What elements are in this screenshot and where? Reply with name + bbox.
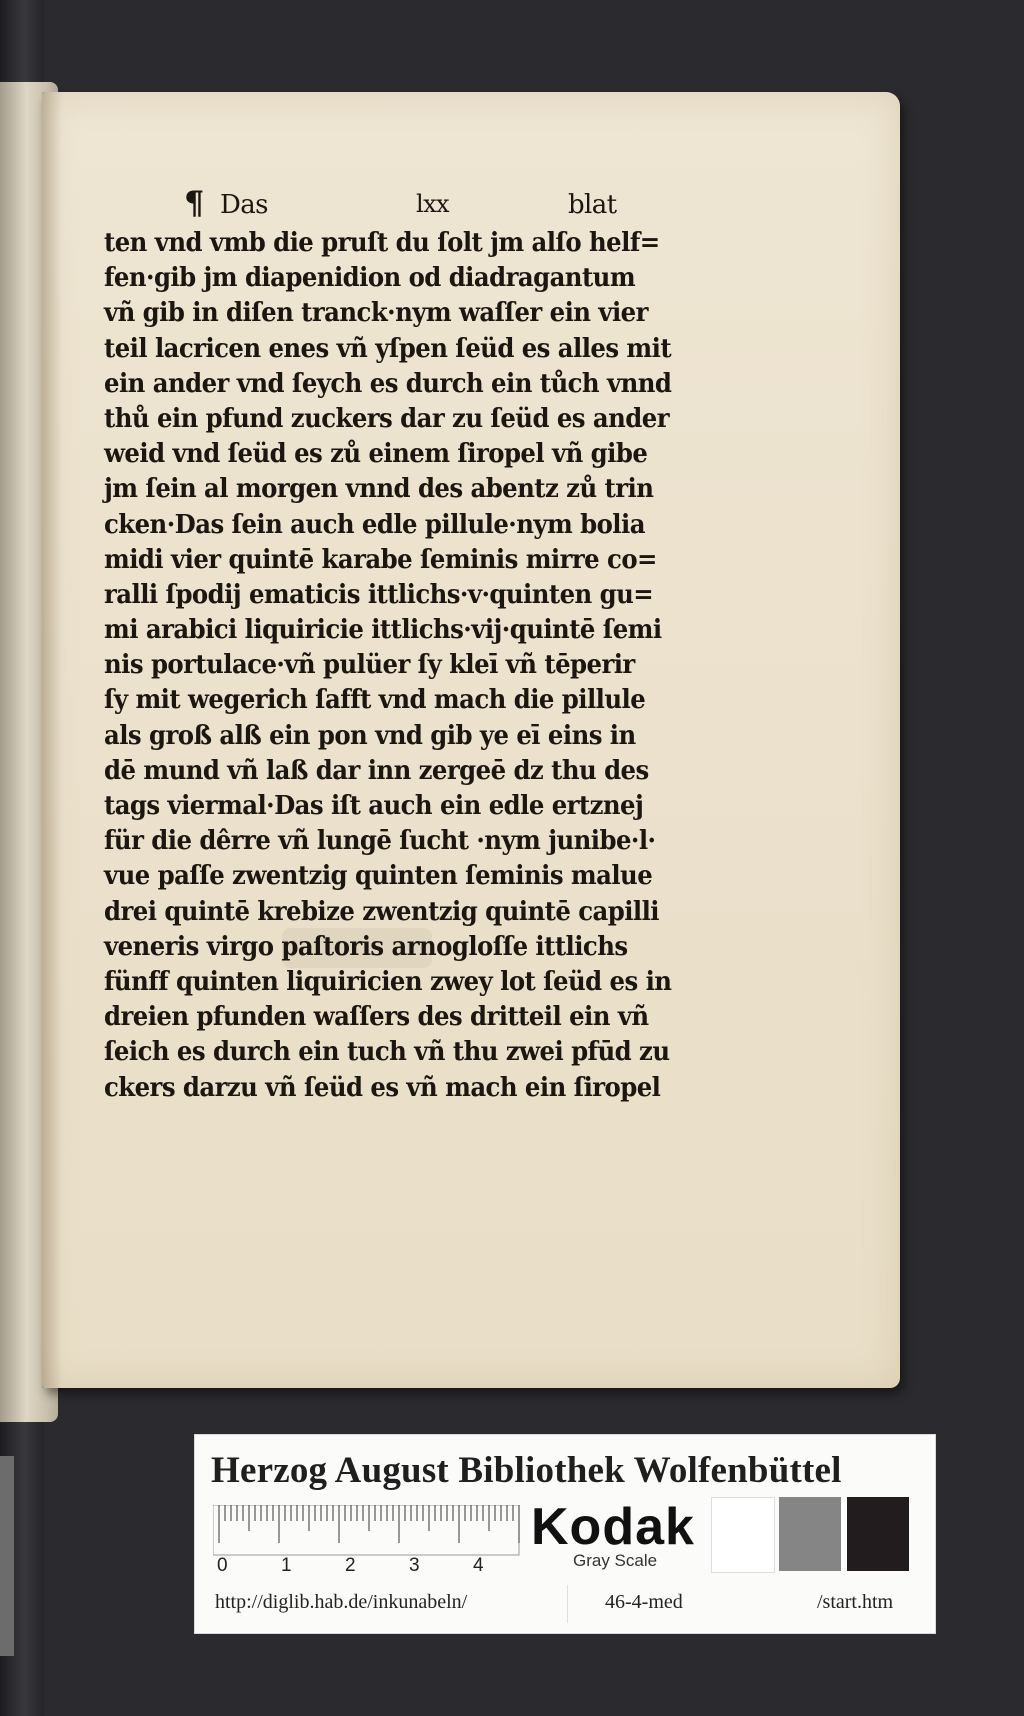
text-lines bbox=[104, 226, 744, 1106]
ruler-number: 2 bbox=[345, 1555, 356, 1576]
text-line: dē mund vñ laß dar inn zergeē dz thu des bbox=[104, 755, 649, 786]
black-swatch bbox=[847, 1497, 909, 1571]
text-line: teil lacricen enes vñ yſpen ſeüd es alles mit bbox=[104, 333, 672, 364]
kodak-logo: Kodak bbox=[531, 1498, 695, 1556]
header-blat: blat bbox=[568, 190, 617, 220]
text-line: thů ein pfund zuckers dar zu ſeüd es ander bbox=[104, 403, 669, 434]
text-line: für die dêrre vñ lungē ſucht ·nym junibe·l· bbox=[104, 826, 656, 857]
header-word: Das bbox=[220, 190, 268, 220]
text-line: ckers darzu vñ ſeüd es vñ mach ein ſiropel bbox=[104, 1072, 661, 1103]
ruler-ticks bbox=[219, 1505, 519, 1543]
url-prefix: http://diglib.hab.de/inkunabeln/ bbox=[215, 1591, 468, 1613]
color-target-card bbox=[194, 1434, 936, 1634]
url-suffix: /start.htm bbox=[817, 1591, 894, 1613]
ruler-number: 1 bbox=[281, 1555, 292, 1576]
scan-edge-strip bbox=[0, 1456, 14, 1656]
text-line: als groß alß ein pon vnd gib ye eī eins in bbox=[104, 720, 636, 751]
text-line: ten vnd vmb die pruſt du ſolt jm alſo helf= bbox=[104, 228, 660, 258]
library-title: Herzog August Bibliothek Wolfenbüttel bbox=[211, 1450, 842, 1491]
text-line: cken·Das ſein auch edle pillule·nym bolia bbox=[104, 509, 645, 540]
running-header bbox=[184, 184, 704, 226]
text-line: vñ gib in diſen tranck·nym waſſer ein vier bbox=[104, 298, 648, 329]
text-line: weid vnd ſeüd es zů einem ſiropel vñ gibe bbox=[104, 439, 648, 470]
text-line: ein ander vnd ſeych es durch ein tůch vnnd bbox=[104, 368, 672, 399]
text-line: fen·gib jm diapenidion od diadragantum bbox=[104, 263, 636, 294]
pilcrow-mark: ¶ bbox=[184, 184, 204, 222]
text-line: veneris virgo paſtoris arnogloſſe ittlichs bbox=[104, 931, 628, 962]
text-line: ſy mit wegerich ſafft vnd mach die pillule bbox=[104, 685, 646, 716]
text-line: ſeich es durch ein tuch vñ thu zwei pfūd zu bbox=[104, 1037, 670, 1068]
text-line: mi arabici liquiricie ittlichs·vij·quintē ſemi bbox=[104, 615, 662, 646]
ruler-number: 3 bbox=[409, 1555, 420, 1576]
folio-number: lxx bbox=[416, 190, 449, 218]
text-line: ralli ſpodij ematicis ittlichs·v·quinten gu= bbox=[104, 579, 654, 610]
text-line: midi vier quintē karabe ſeminis mirre co= bbox=[104, 544, 657, 575]
text-line: vue paſſe zwentzig quinten ſeminis malue bbox=[104, 861, 653, 892]
text-line: fünff quinten liquiricien zwey lot ſeüd es in bbox=[104, 966, 672, 997]
white-swatch bbox=[711, 1497, 775, 1573]
ruler-number: 4 bbox=[473, 1555, 484, 1576]
gray-swatch bbox=[779, 1497, 841, 1571]
text-line: jm ſein al morgen vnnd des abentz zů trin bbox=[104, 474, 654, 505]
text-line: drei quintē krebize zwentzig quintē capilli bbox=[104, 896, 659, 927]
ruler-number: 0 bbox=[217, 1555, 228, 1576]
text-line: tags viermal·Das iſt auch ein edle ertznej bbox=[104, 791, 644, 821]
page-text bbox=[104, 184, 744, 1106]
shelfmark: 46-4-med bbox=[605, 1591, 683, 1613]
gray-scale-label: Gray Scale bbox=[573, 1551, 658, 1570]
text-line: nis portulace·vñ pulüer ſy kleī vñ tēperir bbox=[104, 650, 635, 681]
text-line: dreien pfunden waſſers des dritteil ein vñ bbox=[104, 1002, 649, 1033]
